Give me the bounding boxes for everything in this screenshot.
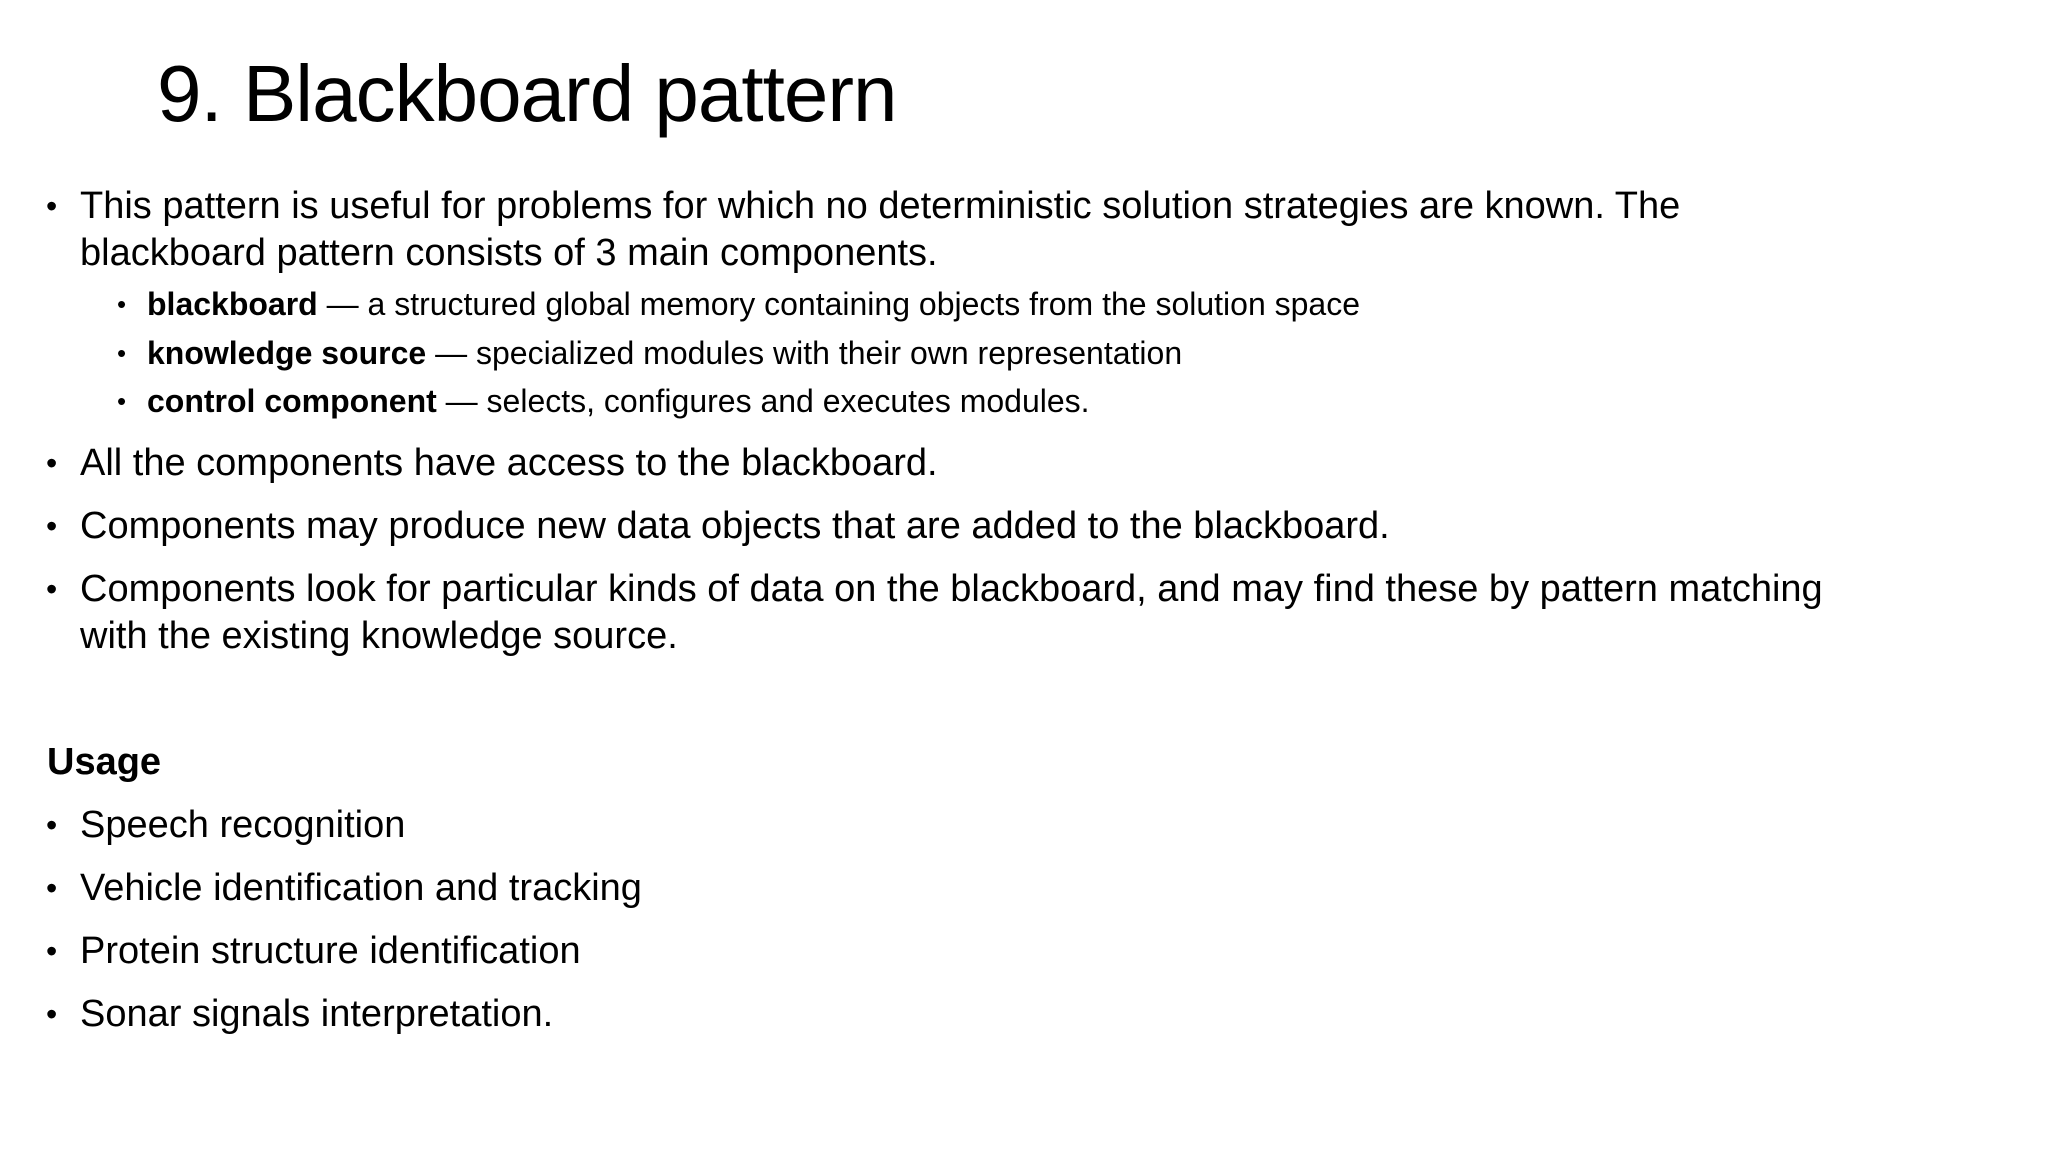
slide-title: 9. Blackboard pattern	[157, 49, 897, 138]
point-text: All the components have access to the blackboard.	[80, 442, 938, 484]
bullet-glyph: •	[46, 188, 58, 224]
point-text: Components look for particular kinds of data on the blackboard, and may find these by pattern matching with the existing knowledge source.	[80, 568, 1823, 657]
usage-heading: Usage	[47, 741, 162, 783]
bullet-glyph: •	[46, 996, 58, 1032]
bullet-glyph: •	[46, 445, 58, 481]
component-desc: — specialized modules with their own representation	[435, 335, 1183, 371]
usage-item	[46, 865, 1840, 912]
bullet-glyph: •	[46, 870, 58, 906]
component-item-blackboard	[117, 284, 1847, 324]
point-bullet	[46, 503, 1840, 550]
usage-text: Vehicle identification and tracking	[80, 867, 642, 909]
usage-text: Protein structure identification	[80, 930, 581, 972]
point-text: Components may produce new data objects that are added to the blackboard.	[80, 505, 1390, 547]
bullet-glyph: •	[46, 508, 58, 544]
sub-bullet-glyph: •	[117, 386, 127, 416]
usage-text: Sonar signals interpretation.	[80, 993, 554, 1035]
sub-bullet-glyph: •	[117, 289, 127, 319]
intro-bullet	[46, 183, 1840, 277]
bullet-glyph: •	[46, 571, 58, 607]
sub-bullet-glyph: •	[117, 338, 127, 368]
usage-item	[46, 991, 1840, 1038]
component-term: control component	[147, 383, 437, 419]
component-item-knowledge-source	[117, 333, 1847, 373]
usage-item	[46, 802, 1840, 849]
component-desc: — selects, configures and executes modules.	[445, 383, 1090, 419]
component-item-control-component	[117, 381, 1847, 421]
usage-text: Speech recognition	[80, 804, 406, 846]
intro-text: This pattern is useful for problems for which no deterministic solution strategies are known. The blackboard pattern consists of 3 main components.	[80, 185, 1681, 274]
component-desc: — a structured global memory containing objects from the solution space	[326, 286, 1361, 322]
component-term: knowledge source	[147, 335, 427, 371]
bullet-glyph: •	[46, 933, 58, 969]
point-bullet	[46, 566, 1840, 660]
bullet-glyph: •	[46, 807, 58, 843]
usage-item	[46, 928, 1840, 975]
component-term: blackboard	[147, 286, 318, 322]
point-bullet	[46, 440, 1840, 487]
